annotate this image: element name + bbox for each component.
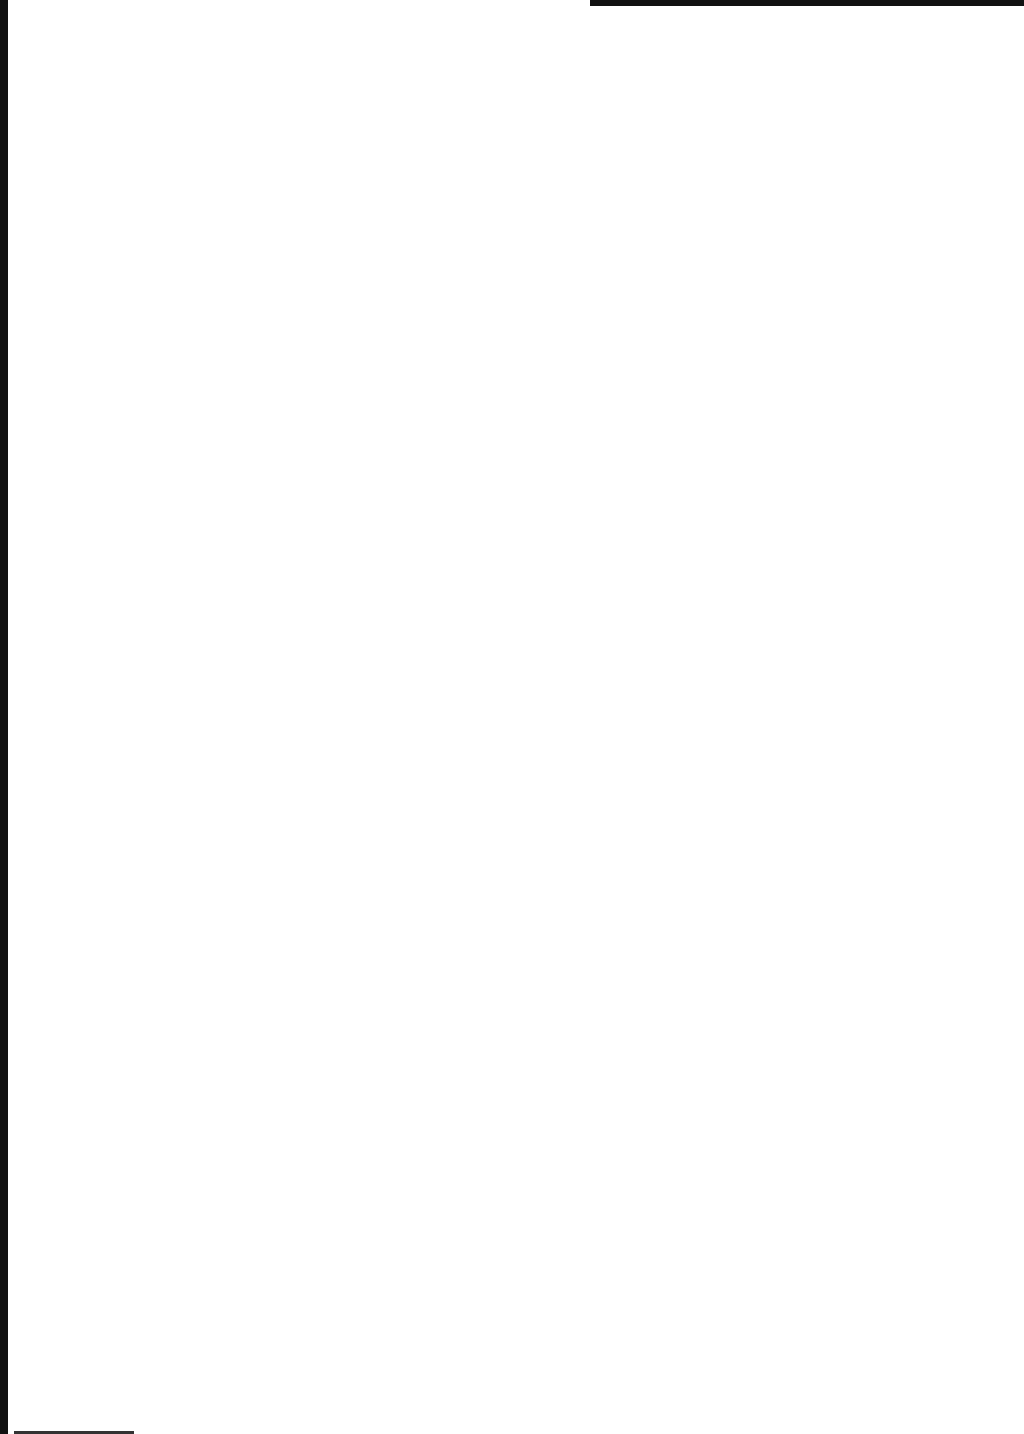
scan-top-edge bbox=[590, 0, 1024, 6]
scan-left-edge bbox=[0, 0, 8, 1434]
